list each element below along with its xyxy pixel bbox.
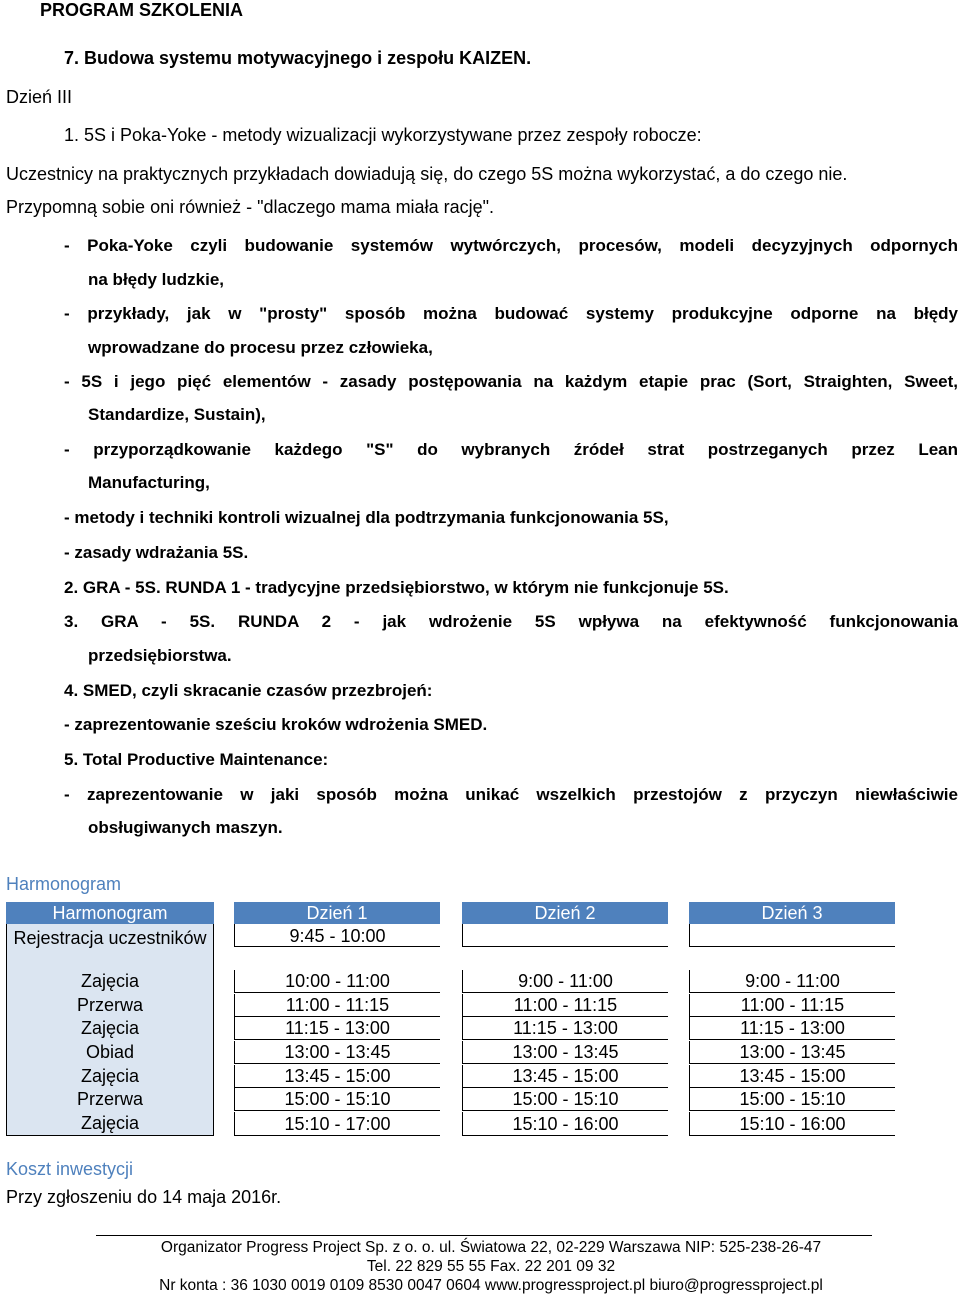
bullet-1-line-1: - Poka-Yoke czyli budowanie systemów wytwórczych, procesów, modeli decyzyjnych odpornych [64, 236, 958, 255]
schedule-cell-day-1: 10:00 - 11:00 [234, 970, 440, 993]
item-3-line-2: przedsiębiorstwa. [88, 646, 232, 665]
schedule-cell-day-2: 15:00 - 15:10 [462, 1088, 668, 1111]
cost-heading: Koszt inwestycji [6, 1159, 134, 1179]
schedule-cell-day-1: 11:00 - 11:15 [234, 994, 440, 1017]
bullet-4-line-2: Manufacturing, [88, 473, 210, 492]
schedule-cell-day-1: 13:45 - 15:00 [234, 1065, 440, 1088]
item-1: 1. 5S i Poka-Yoke - metody wizualizacji wykorzystywane przez zespoły robocze: [64, 125, 702, 145]
schedule-cell-day-2: 9:00 - 11:00 [462, 970, 668, 993]
schedule-cell-day-3: 15:10 - 16:00 [689, 1112, 895, 1136]
schedule-cell-day-2: 11:00 - 11:15 [462, 994, 668, 1017]
item-5-sub-line-1: - zaprezentowanie w jaki sposób można unikać wszelkich przestojów z przyczyn niewłaściwie [64, 785, 958, 804]
schedule-cell-day-1: 15:00 - 15:10 [234, 1088, 440, 1111]
item-5: 5. Total Productive Maintenance: [64, 750, 329, 769]
schedule-cell-day-2: 11:15 - 13:00 [462, 1017, 668, 1040]
item-5-sub-line-2: obsługiwanych maszyn. [88, 818, 283, 837]
schedule-row-label: Rejestracja uczestników [13, 928, 207, 948]
bullet-2-line-2: wprowadzane do procesu przez człowieka, [88, 338, 433, 357]
schedule-header-day-2: Dzień 2 [462, 902, 668, 924]
schedule-cell-day-3: 11:00 - 11:15 [689, 994, 895, 1017]
footer-organizer: Organizator Progress Project Sp. z o. o. ul. Światowa 22, 02-229 Warszawa NIP: 525-238-26-47 [160, 1239, 822, 1256]
page-title: PROGRAM SZKOLENIA [40, 0, 244, 20]
schedule-cell-day-1: 15:10 - 17:00 [234, 1112, 440, 1136]
schedule-cell-day-2: 15:10 - 16:00 [462, 1112, 668, 1136]
intro-line-2: Przypomną sobie oni również - "dlaczego mama miała rację". [6, 197, 494, 217]
item-2: 2. GRA - 5S. RUNDA 1 - tradycyjne przedsiębiorstwo, w którym nie funkcjonuje 5S. [64, 578, 729, 597]
schedule-row-label: Zajęcia [80, 1066, 140, 1086]
footer-phone: Tel. 22 829 55 55 Fax. 22 201 09 32 [366, 1258, 616, 1275]
schedule-cell-day-1: 13:00 - 13:45 [234, 1041, 440, 1064]
bullet-4-line-1: - przyporządkowanie każdego "S" do wybranych źródeł strat postrzeganych przez Lean [64, 440, 958, 459]
bullet-5: - metody i techniki kontroli wizualnej dla podtrzymania funkcjonowania 5S, [64, 508, 669, 527]
schedule-cell-day-2: 13:45 - 15:00 [462, 1065, 668, 1088]
footer-account: Nr konta : 36 1030 0019 0109 8530 0047 0604 www.progressproject.pl biuro@progressproject.pl [159, 1277, 823, 1294]
schedule-heading: Harmonogram [6, 874, 122, 894]
schedule-header-day-1: Dzień 1 [234, 902, 440, 924]
schedule-cell-day-3: 9:00 - 11:00 [689, 970, 895, 993]
bullet-1-line-2: na błędy ludzkie, [88, 270, 225, 289]
schedule-cell-day-1: 11:15 - 13:00 [234, 1017, 440, 1040]
schedule-cell-day-3: 13:00 - 13:45 [689, 1041, 895, 1064]
schedule-header-label: Harmonogram [6, 902, 214, 924]
intro-line-1: Uczestnicy na praktycznych przykładach dowiadują się, do czego 5S można wykorzystać, a do czego nie. [6, 164, 848, 184]
cost-text: Przy zgłoszeniu do 14 maja 2016r. [6, 1187, 282, 1207]
schedule-row-label: Zajęcia [80, 971, 140, 991]
schedule-row-label: Obiad [85, 1042, 135, 1062]
bullet-3-line-1: - 5S i jego pięć elementów - zasady postępowania na każdym etapie prac (Sort, Straighten, Sweet, [64, 372, 958, 391]
schedule-cell-day-3: 11:15 - 13:00 [689, 1017, 895, 1040]
schedule-cell-day-2: 13:00 - 13:45 [462, 1041, 668, 1064]
item-7: 7. Budowa systemu motywacyjnego i zespołu KAIZEN. [64, 48, 532, 68]
schedule-row-label: Zajęcia [80, 1018, 140, 1038]
schedule-cell-day-3: 15:00 - 15:10 [689, 1088, 895, 1111]
footer-divider [96, 1235, 872, 1236]
item-3-line-1: 3. GRA - 5S. RUNDA 2 - jak wdrożenie 5S wpływa na efektywność funkcjonowania [64, 612, 958, 631]
schedule-row-label: Zajęcia [80, 1113, 140, 1133]
schedule-cell-day-3: 13:45 - 15:00 [689, 1065, 895, 1088]
schedule-cell-day-3 [689, 924, 895, 947]
day-label: Dzień III [6, 87, 73, 107]
bullet-2-line-1: - przykłady, jak w "prosty" sposób można budować systemy produkcyjne odporne na błędy [64, 304, 958, 323]
item-4-sub: - zaprezentowanie sześciu kroków wdrożenia SMED. [64, 715, 488, 734]
bullet-3-line-2: Standardize, Sustain), [88, 405, 266, 424]
schedule-cell-day-1: 9:45 - 10:00 [234, 924, 440, 947]
schedule-header-day-3: Dzień 3 [689, 902, 895, 924]
schedule-row-label: Przerwa [76, 1089, 143, 1109]
schedule-cell-day-2 [462, 924, 668, 947]
item-4: 4. SMED, czyli skracanie czasów przezbrojeń: [64, 681, 433, 700]
bullet-6: - zasady wdrażania 5S. [64, 543, 249, 562]
schedule-row-label: Przerwa [76, 995, 143, 1015]
